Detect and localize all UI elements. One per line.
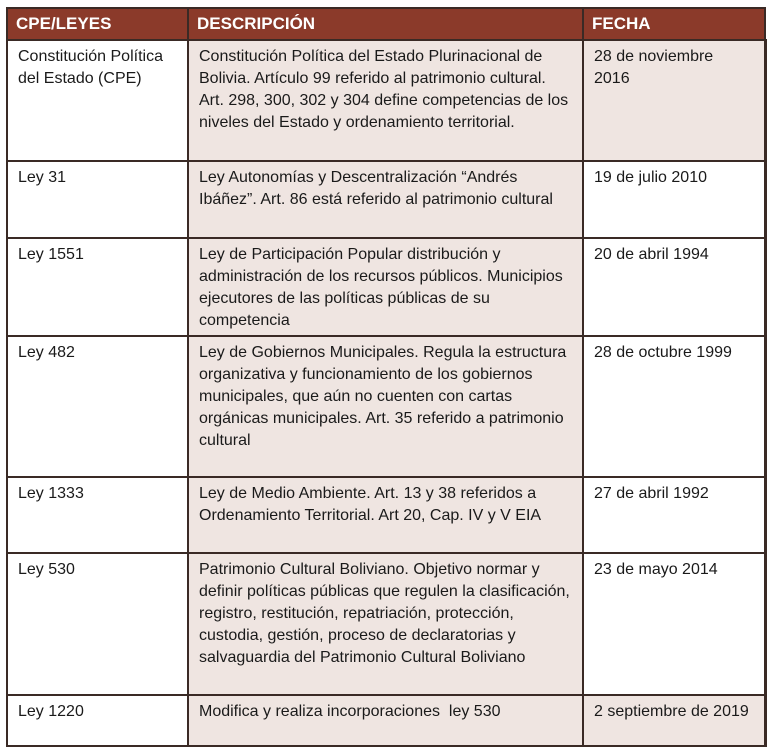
law-cell: Ley 530 xyxy=(7,553,188,695)
header-laws: CPE/LEYES xyxy=(7,8,188,40)
date-cell: 28 de octubre 1999 xyxy=(583,336,765,477)
description-line: Ley de Gobiernos Municipales. Regula la estructura organizativa y funcionamiento de los gobiernos xyxy=(199,344,567,383)
table-row xyxy=(7,553,765,695)
date-cell: 23 de mayo 2014 xyxy=(583,553,765,695)
law-cell: Ley 31 xyxy=(7,161,188,238)
description-line: municipales, que aún no cuenten con cartas orgánicas municipales. Art. 35 referido a patrimonio cultural xyxy=(199,388,564,449)
laws-table xyxy=(6,7,767,747)
table-row xyxy=(7,695,765,746)
header-date: FECHA xyxy=(583,8,765,40)
description-cell: Ley de Participación Popular distribución y administración de los recursos públicos. Municipios ejecutores de las políticas públicas de su competencia xyxy=(188,238,583,336)
table-row xyxy=(7,336,765,477)
law-cell: Ley 1333 xyxy=(7,477,188,553)
table-header-row xyxy=(7,8,765,40)
date-cell: 20 de abril 1994 xyxy=(583,238,765,336)
description-cell: Patrimonio Cultural Boliviano. Objetivo normar y definir políticas públicas que regulen la clasificación, registro, restitución, repatriación, protección, custodia, gestión, proceso de declaratorias y salvaguardia del Patrimonio Cultural Boliviano xyxy=(188,553,583,695)
header-description: DESCRIPCIÓN xyxy=(188,8,583,40)
law-cell: Ley 482 xyxy=(7,336,188,477)
law-cell: Ley 1220 xyxy=(7,695,188,746)
law-cell: Constitución Política del Estado (CPE) xyxy=(7,40,188,161)
date-cell: 19 de julio 2010 xyxy=(583,161,765,238)
description-cell: Ley de Medio Ambiente. Art. 13 y 38 referidos a Ordenamiento Territorial. Art 20, Cap. IV y V EIA xyxy=(188,477,583,553)
table-row xyxy=(7,161,765,238)
table-row xyxy=(7,40,765,161)
description-cell xyxy=(188,336,583,477)
description-cell: Constitución Política del Estado Plurinacional de Bolivia. Artículo 99 referido al patrimonio cultural. Art. 298, 300, 302 y 304 define competencias de los niveles del Estado y ordenamiento territorial. xyxy=(188,40,583,161)
date-cell: 27 de abril 1992 xyxy=(583,477,765,553)
table-row xyxy=(7,477,765,553)
law-cell: Ley 1551 xyxy=(7,238,188,336)
table-row xyxy=(7,238,765,336)
description-cell: Ley Autonomías y Descentralización “Andrés Ibáñez”. Art. 86 está referido al patrimonio cultural xyxy=(188,161,583,238)
date-cell: 28 de noviembre 2016 xyxy=(583,40,765,161)
date-cell: 2 septiembre de 2019 xyxy=(583,695,765,746)
description-cell: Modifica y realiza incorporaciones ley 530 xyxy=(188,695,583,746)
